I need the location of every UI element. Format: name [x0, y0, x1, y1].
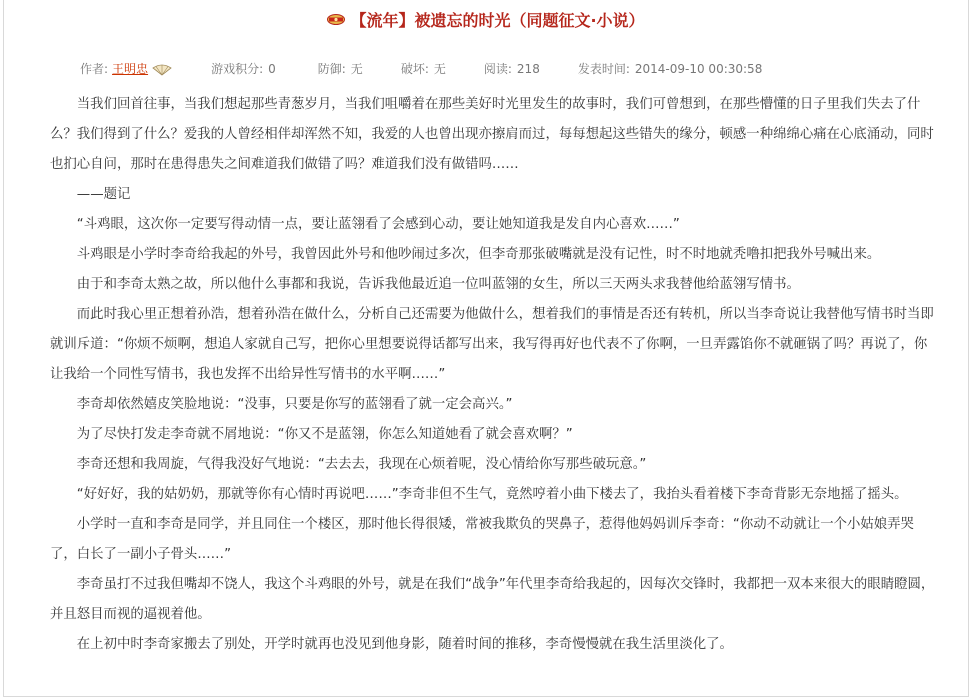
- break-value: 无: [433, 62, 446, 76]
- reads-value: 218: [516, 62, 540, 76]
- flag-badge-icon: [327, 14, 345, 25]
- paragraph: 为了尽快打发走李奇就不屑地说：“你又不是蓝翎，你怎么知道她看了就会喜欢啊？”: [76, 427, 573, 442]
- paragraph: “斗鸡眼，这次你一定要写得动情一点，要让蓝翎看了会感到心动，要让她知道我是发自内心喜欢……”: [76, 217, 680, 232]
- paragraph: 李奇却依然嬉皮笑脸地说：“没事，只要是你写的蓝翎看了就一定会高兴。”: [76, 397, 513, 412]
- paragraph: 李奇虽打不过我但嘴却不饶人，我这个斗鸡眼的外号，就是在我们“战争”年代里李奇给我起的，因每次交锋时，我都把一双本来很大的眼睛瞪圆，并且怒目而视的逼视着他。: [50, 577, 935, 622]
- post-title-prefix: 【流年】: [350, 11, 415, 30]
- paragraph: 李奇还想和我周旋，气得我没好气地说：“去去去，我现在心烦着呢，没心情给你写那些破玩意。”: [76, 457, 647, 472]
- author-link[interactable]: 王明忠: [112, 62, 149, 76]
- defense-value: 无: [350, 62, 363, 76]
- paragraph: 而此时我心里正想着孙浩，想着孙浩在做什么，分析自己还需要为他做什么，想着我们的事情是否还有转机，所以当李奇说让我替他写情书时当即就训斥道：“你烦不烦啊，想追人家就自己写，把你心里想要说得话都写出来，我写得再好也代表不了你啊，一旦弄露馅你不就砸锅了吗？再说了，你让我给一个同性写情书，我也发挥不出给异性写情书的水平啊……”: [50, 307, 934, 382]
- fan-icon: [151, 64, 173, 76]
- paragraph: 当我们回首往事，当我们想起那些青葱岁月，当我们咀嚼着在那些美好时光里发生的故事时，我们可曾想到，在那些懵懂的日子里我们失去了什么？我们得到了什么？爱我的人曾经相伴却浑然不知，我爱的人也曾出现亦擦肩而过，每每想起这些错失的缘分，顿感一种绵绵心痛在心底涌动，同时也扪心自问，那时在患得患失之间难道我们做错了吗？难道我们没有做错吗……: [50, 97, 934, 172]
- post-panel: [3, 0, 969, 697]
- post-meta: [80, 60, 762, 77]
- post-content: [50, 90, 938, 660]
- post-title-main: 被遗忘的时光（同题征文·小说）: [414, 11, 645, 30]
- score-value: 0: [268, 62, 276, 76]
- paragraph: “好好好，我的姑奶奶，那就等你有心情时再说吧……”李奇非但不生气，竟然哼着小曲下楼去了，我抬头看着楼下李奇背影无奈地摇了摇头。: [76, 487, 908, 502]
- paragraph: 由于和李奇太熟之故，所以他什么事都和我说，告诉我他最近追一位叫蓝翎的女生，所以三天两头求我替他给蓝翎写情书。: [76, 277, 800, 292]
- post-title: [4, 8, 968, 31]
- score-label: 游戏积分:: [211, 62, 264, 76]
- defense-label: 防御:: [317, 62, 346, 76]
- paragraph: ——题记: [76, 187, 131, 202]
- posted-value: 2014-09-10 00:30:58: [634, 62, 763, 76]
- paragraph: 小学时一直和李奇是同学，并且同住一个楼区，那时他长得很矮，常被我欺负的哭鼻子，惹得他妈妈训斥李奇：“你动不动就让一个小姑娘弄哭了，白长了一副小子骨头……”: [50, 517, 914, 562]
- posted-label: 发表时间:: [577, 62, 630, 76]
- reads-label: 阅读:: [483, 62, 512, 76]
- paragraph: 斗鸡眼是小学时李奇给我起的外号，我曾因此外号和他吵闹过多次，但李奇那张破嘴就是没有记性，时不时地就秃噜扣把我外号喊出来。: [76, 247, 881, 262]
- paragraph: 在上初中时李奇家搬去了别处，开学时就再也没见到他身影，随着时间的推移，李奇慢慢就在我生活里淡化了。: [76, 637, 733, 652]
- author-label: 作者:: [80, 62, 109, 76]
- break-label: 破坏:: [400, 62, 429, 76]
